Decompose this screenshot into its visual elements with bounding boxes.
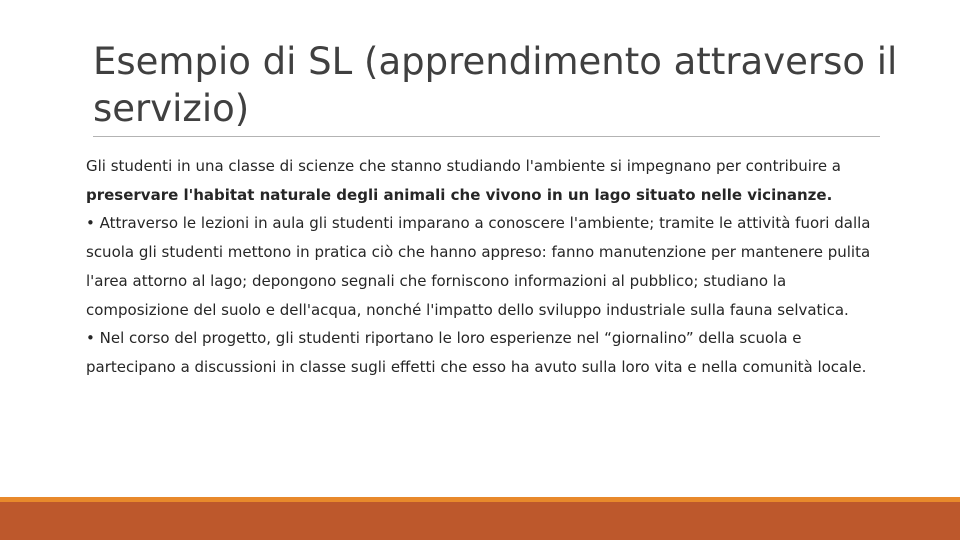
intro-text: Gli studenti in una classe di scienze che stanno studiando l'ambiente si impegnano per contribuire a	[86, 157, 842, 175]
intro-bold-text: preservare l'habitat naturale degli animali che vivono in un lago situato nelle vicinanze.	[86, 185, 833, 204]
bullet-paragraph-2: • Nel corso del progetto, gli studenti riportano le loro esperienze nel “giornalino” della scuola e partecipano a discussioni in classe sugli effetti che esso ha avuto sulla loro vita e nella comunità locale.	[86, 329, 867, 376]
slide-body	[86, 152, 886, 382]
intro-paragraph	[86, 152, 886, 209]
bullet-paragraph-1: • Attraverso le lezioni in aula gli studenti imparano a conoscere l'ambiente; tramite le attività fuori dalla scuola gli studenti mettono in pratica ciò che hanno appreso: fanno manutenzione per mantenere pulita l'area attorno al lago; depongono segnali che forniscono informazioni al pubblico; studiano la composizione del suolo e dell'acqua, nonché l'impatto dello sviluppo industriale sulla fauna selvatica.	[86, 214, 871, 319]
footer-bar	[0, 502, 960, 540]
slide-title: Esempio di SL (apprendimento attraverso il servizio)	[93, 40, 898, 130]
title-divider	[93, 136, 880, 137]
